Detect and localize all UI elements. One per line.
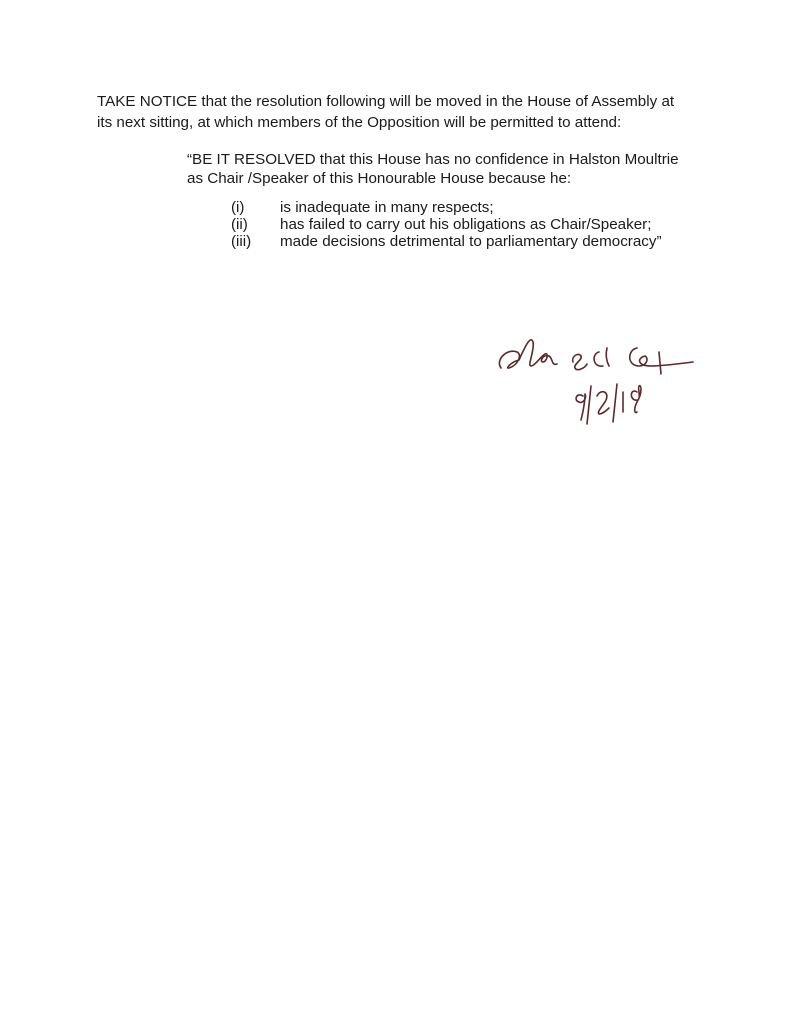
signature-drawing bbox=[487, 322, 707, 437]
reasons-list bbox=[231, 199, 711, 250]
list-item-text: made decisions detrimental to parliamentary democracy” bbox=[280, 233, 662, 250]
list-item bbox=[231, 216, 711, 233]
resolution-line-1: “BE IT RESOLVED that this House has no confidence in Halston Moultrie bbox=[187, 151, 679, 168]
list-item-number: (i) bbox=[231, 199, 245, 216]
list-item bbox=[231, 233, 711, 250]
resolution-paragraph bbox=[187, 150, 727, 188]
list-item-text: has failed to carry out his obligations as Chair/Speaker; bbox=[280, 216, 652, 233]
list-item-text: is inadequate in many respects; bbox=[280, 199, 494, 216]
notice-paragraph bbox=[97, 91, 697, 133]
handwritten-signature bbox=[487, 322, 707, 437]
list-item bbox=[231, 199, 711, 216]
resolution-line-2: as Chair /Speaker of this Honourable House because he: bbox=[187, 170, 572, 187]
notice-line-1: TAKE NOTICE that the resolution following will be moved in the House of Assembly at bbox=[97, 93, 675, 110]
notice-line-2: its next sitting, at which members of the Opposition will be permitted to attend: bbox=[97, 114, 622, 131]
list-item-number: (iii) bbox=[231, 233, 252, 250]
list-item-number: (ii) bbox=[231, 216, 248, 233]
